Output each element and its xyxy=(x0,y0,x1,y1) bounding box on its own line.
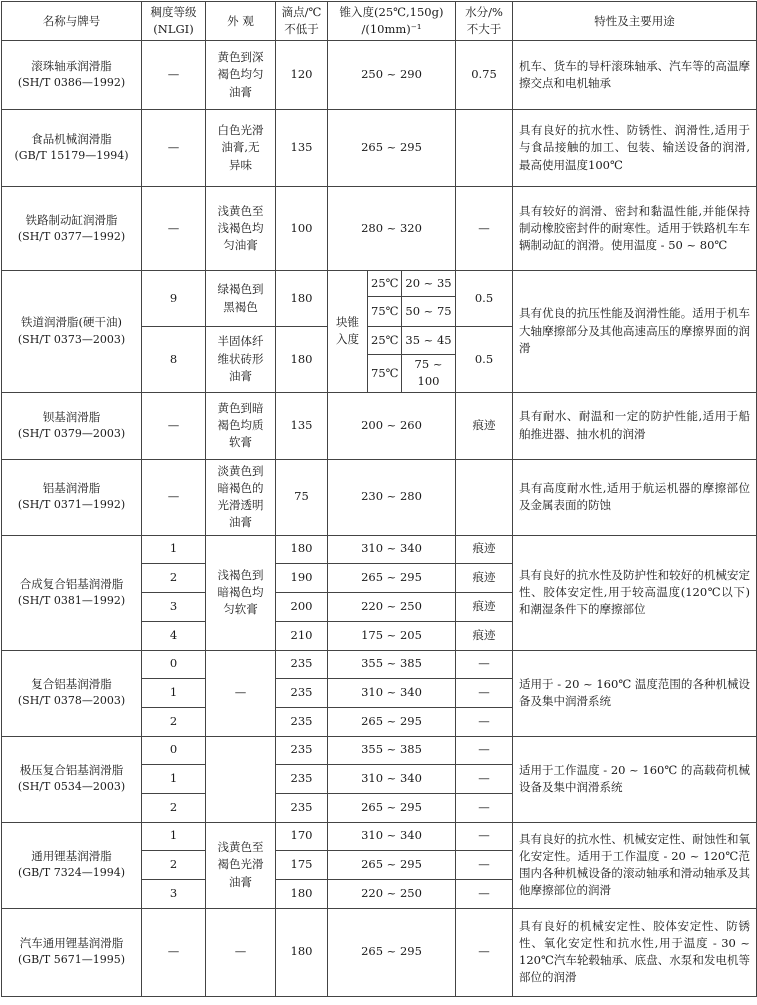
water-cell: — xyxy=(456,707,513,736)
grade-cell: — xyxy=(142,187,206,271)
usage-cell: 适用于工作温度 - 20 ~ 160℃ 的高载荷机械设备及集中润滑系统 xyxy=(513,736,757,822)
drop-point-cell: 175 xyxy=(276,850,328,879)
product-name-cell: 铁路制动缸润滑脂 (SH/T 0377—1992) xyxy=(2,187,142,271)
drop-point-cell: 190 xyxy=(276,563,328,592)
grade-cell: — xyxy=(142,110,206,187)
grade-cell: 2 xyxy=(142,850,206,879)
penetration-cell: 175 ~ 205 xyxy=(328,621,456,650)
water-cell: — xyxy=(456,736,513,764)
water-cell: — xyxy=(456,793,513,822)
grade-cell: 0 xyxy=(142,650,206,678)
header-consistency: 稠度等级 (NLGI) xyxy=(142,2,206,41)
water-cell: — xyxy=(456,822,513,850)
usage-cell: 适用于 - 20 ~ 160℃ 温度范围的各种机械设备及集中润滑系统 xyxy=(513,650,757,736)
penetration-cell: 250 ~ 290 xyxy=(328,41,456,110)
grade-cell: 2 xyxy=(142,563,206,592)
drop-point-cell: 180 xyxy=(276,535,328,563)
water-cell: — xyxy=(456,764,513,793)
penetration-cell: 220 ~ 250 xyxy=(328,879,456,908)
water-cell: 痕迹 xyxy=(456,535,513,563)
drop-point-cell: 180 xyxy=(276,327,328,393)
drop-point-cell: 180 xyxy=(276,908,328,996)
appearance-cell: 绿褐色到黑褐色 xyxy=(206,271,276,327)
drop-point-cell: 200 xyxy=(276,592,328,621)
product-name-cell: 钡基润滑脂 (SH/T 0379—2003) xyxy=(2,392,142,459)
water-cell: 痕迹 xyxy=(456,563,513,592)
drop-point-cell: 235 xyxy=(276,793,328,822)
grade-cell: 1 xyxy=(142,764,206,793)
penetration-cell: 355 ~ 385 xyxy=(328,736,456,764)
penetration-cell: 310 ~ 340 xyxy=(328,764,456,793)
penetration-range-cell: 75 ~ 100 xyxy=(402,355,456,393)
table-row xyxy=(2,908,757,996)
penetration-cell: 265 ~ 295 xyxy=(328,908,456,996)
grade-cell: 8 xyxy=(142,327,206,393)
water-cell: — xyxy=(456,879,513,908)
table-row xyxy=(2,271,757,297)
water-cell: 痕迹 xyxy=(456,592,513,621)
table-row xyxy=(2,650,757,678)
usage-cell: 机车、货车的导杆滚珠轴承、汽车等的高温摩擦交点和电机轴承 xyxy=(513,41,757,110)
appearance-cell: 浅黄色至浅褐色均匀油膏 xyxy=(206,187,276,271)
usage-cell: 具有良好的抗水性、机械安定性、耐蚀性和氧化安定性。适用于工作温度 - 20 ~ 120℃范围内各种机械设备的滚动轴承和滑动轴承及其他摩擦部位的润滑 xyxy=(513,822,757,908)
water-cell xyxy=(456,459,513,535)
usage-cell: 具有优良的抗压性能及润滑性能。适用于机车大轴摩擦部分及其他高速高压的摩擦界面的润滑 xyxy=(513,271,757,393)
usage-cell: 具有良好的机械安定性、胶体安定性、防锈性、氧化安定性和抗水性,用于温度 - 30 ~ 120℃汽车轮毂轴承、底盘、水泵和发电机等部位的润滑 xyxy=(513,908,757,996)
header-water: 水分/% 不大于 xyxy=(456,2,513,41)
drop-point-cell: 235 xyxy=(276,707,328,736)
drop-point-cell: 235 xyxy=(276,764,328,793)
table-row xyxy=(2,110,757,187)
water-cell: 0.75 xyxy=(456,41,513,110)
penetration-temp-cell: 25℃ xyxy=(368,327,402,355)
drop-point-cell: 120 xyxy=(276,41,328,110)
penetration-cell: 220 ~ 250 xyxy=(328,592,456,621)
appearance-cell: 黄色到深褐色均匀油膏 xyxy=(206,41,276,110)
table-row xyxy=(2,187,757,271)
usage-cell: 具有耐水、耐温和一定的防护性能,适用于船舶推进器、抽水机的润滑 xyxy=(513,392,757,459)
table-row xyxy=(2,535,757,563)
block-penetration-label: 块锥入度 xyxy=(328,271,368,393)
appearance-cell: — xyxy=(206,650,276,736)
grade-cell: 1 xyxy=(142,678,206,707)
drop-point-cell: 235 xyxy=(276,650,328,678)
penetration-cell: 265 ~ 295 xyxy=(328,793,456,822)
product-name-cell: 汽车通用锂基润滑脂 (GB/T 5671—1995) xyxy=(2,908,142,996)
water-cell: — xyxy=(456,850,513,879)
drop-point-cell: 100 xyxy=(276,187,328,271)
product-name-cell: 通用锂基润滑脂 (GB/T 7324—1994) xyxy=(2,822,142,908)
drop-point-cell: 235 xyxy=(276,678,328,707)
table-row xyxy=(2,392,757,459)
penetration-range-cell: 50 ~ 75 xyxy=(402,297,456,327)
penetration-temp-cell: 75℃ xyxy=(368,355,402,393)
appearance-cell: 白色光滑油膏,无异味 xyxy=(206,110,276,187)
drop-point-cell: 135 xyxy=(276,110,328,187)
water-cell: — xyxy=(456,187,513,271)
product-name-cell: 复合铝基润滑脂 (SH/T 0378—2003) xyxy=(2,650,142,736)
header-name: 名称与牌号 xyxy=(2,2,142,41)
table-row xyxy=(2,736,757,764)
grade-cell: 3 xyxy=(142,592,206,621)
product-name-cell: 食品机械润滑脂 (GB/T 15179—1994) xyxy=(2,110,142,187)
appearance-cell: 浅褐色到暗褐色均匀软膏 xyxy=(206,535,276,650)
water-cell xyxy=(456,110,513,187)
usage-cell: 具有较好的润滑、密封和黏温性能,并能保持制动橡胶密封件的耐寒性。适用于铁路机车车辆制动缸的润滑。使用温度 - 50 ~ 80℃ xyxy=(513,187,757,271)
grade-cell: — xyxy=(142,41,206,110)
grade-cell: 4 xyxy=(142,621,206,650)
grade-cell: 3 xyxy=(142,879,206,908)
penetration-temp-cell: 75℃ xyxy=(368,297,402,327)
appearance-cell xyxy=(206,736,276,822)
penetration-cell: 265 ~ 295 xyxy=(328,707,456,736)
table-row xyxy=(2,459,757,535)
appearance-cell: 淡黄色到暗褐色的光滑透明油膏 xyxy=(206,459,276,535)
product-name-cell: 合成复合铝基润滑脂 (SH/T 0381—1992) xyxy=(2,535,142,650)
water-cell: — xyxy=(456,650,513,678)
penetration-cell: 310 ~ 340 xyxy=(328,822,456,850)
product-name-cell: 铁道润滑脂(硬干油) (SH/T 0373—2003) xyxy=(2,271,142,393)
grade-cell: 2 xyxy=(142,707,206,736)
grade-cell: — xyxy=(142,459,206,535)
water-cell: 痕迹 xyxy=(456,621,513,650)
usage-cell: 具有良好的抗水性及防护性和较好的机械安定性、胶体安定性,用于较高温度(120℃以下)和潮湿条件下的摩擦部位 xyxy=(513,535,757,650)
penetration-cell: 230 ~ 280 xyxy=(328,459,456,535)
appearance-cell: 半固体纤维状砖形油膏 xyxy=(206,327,276,393)
header-usage: 特性及主要用途 xyxy=(513,2,757,41)
grade-cell: 2 xyxy=(142,793,206,822)
header-appearance: 外 观 xyxy=(206,2,276,41)
product-name-cell: 铝基润滑脂 (SH/T 0371—1992) xyxy=(2,459,142,535)
grade-cell: — xyxy=(142,908,206,996)
drop-point-cell: 75 xyxy=(276,459,328,535)
water-cell: 0.5 xyxy=(456,271,513,327)
header-row xyxy=(2,2,757,41)
usage-cell: 具有高度耐水性,适用于航运机器的摩擦部位及金属表面的防蚀 xyxy=(513,459,757,535)
drop-point-cell: 180 xyxy=(276,271,328,327)
product-name-cell: 滚珠轴承润滑脂 (SH/T 0386—1992) xyxy=(2,41,142,110)
water-cell: — xyxy=(456,908,513,996)
penetration-range-cell: 35 ~ 45 xyxy=(402,327,456,355)
table-row xyxy=(2,41,757,110)
grade-cell: 0 xyxy=(142,736,206,764)
penetration-cell: 265 ~ 295 xyxy=(328,850,456,879)
drop-point-cell: 180 xyxy=(276,879,328,908)
drop-point-cell: 170 xyxy=(276,822,328,850)
usage-cell: 具有良好的抗水性、防锈性、润滑性,适用于与食品接触的加工、包装、输送设备的润滑,最高使用温度100℃ xyxy=(513,110,757,187)
drop-point-cell: 210 xyxy=(276,621,328,650)
drop-point-cell: 235 xyxy=(276,736,328,764)
penetration-cell: 280 ~ 320 xyxy=(328,187,456,271)
table-row xyxy=(2,822,757,850)
grease-spec-table xyxy=(1,1,757,997)
grade-cell: 1 xyxy=(142,535,206,563)
product-name-cell: 极压复合铝基润滑脂 (SH/T 0534—2003) xyxy=(2,736,142,822)
penetration-cell: 265 ~ 295 xyxy=(328,563,456,592)
header-penetration: 锥入度(25℃,150g) /(10mm)⁻¹ xyxy=(328,2,456,41)
appearance-cell: 浅黄色至褐色光滑油膏 xyxy=(206,822,276,908)
water-cell: 痕迹 xyxy=(456,392,513,459)
appearance-cell: — xyxy=(206,908,276,996)
penetration-cell: 200 ~ 260 xyxy=(328,392,456,459)
grade-cell: 9 xyxy=(142,271,206,327)
penetration-cell: 265 ~ 295 xyxy=(328,110,456,187)
penetration-cell: 355 ~ 385 xyxy=(328,650,456,678)
penetration-temp-cell: 25℃ xyxy=(368,271,402,297)
penetration-cell: 310 ~ 340 xyxy=(328,678,456,707)
penetration-range-cell: 20 ~ 35 xyxy=(402,271,456,297)
grade-cell: — xyxy=(142,392,206,459)
penetration-cell: 310 ~ 340 xyxy=(328,535,456,563)
appearance-cell: 黄色到暗褐色均质软膏 xyxy=(206,392,276,459)
grade-cell: 1 xyxy=(142,822,206,850)
header-drop-point: 滴点/℃ 不低于 xyxy=(276,2,328,41)
water-cell: 0.5 xyxy=(456,327,513,393)
drop-point-cell: 135 xyxy=(276,392,328,459)
water-cell: — xyxy=(456,678,513,707)
